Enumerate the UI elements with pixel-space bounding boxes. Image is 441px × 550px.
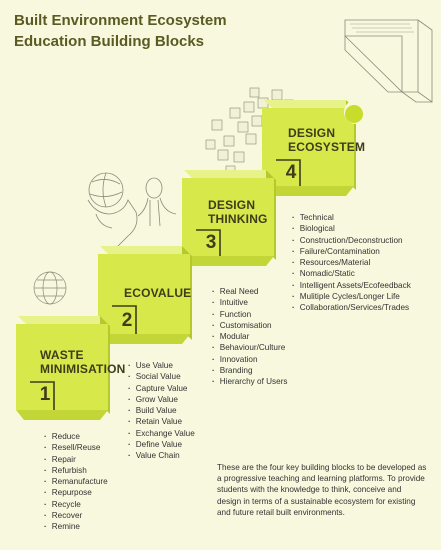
list-item: · Function bbox=[212, 309, 288, 320]
list-item: · Technical bbox=[292, 212, 411, 223]
list-item: · Resell/Reuse bbox=[44, 442, 108, 453]
block-2-label-line-1: ECOVALUE bbox=[124, 286, 192, 300]
list-item: · Recover bbox=[44, 510, 108, 521]
list-item: · Resources/Material bbox=[292, 257, 411, 268]
block-1-label-line-2: MINIMISATION bbox=[40, 362, 126, 376]
block-3-number: 3 bbox=[205, 232, 217, 253]
list-item: · Biological bbox=[292, 223, 411, 234]
list-item: · Modular bbox=[212, 331, 288, 342]
impossible-triangle-sketch bbox=[345, 20, 432, 102]
list-item: · Mulitiple Cycles/Longer Life bbox=[292, 291, 411, 302]
list-item: · Innovation bbox=[212, 354, 288, 365]
list-item: · Real Need bbox=[212, 286, 288, 297]
list-item: · Value Chain bbox=[128, 450, 195, 461]
list-item: · Behaviour/Culture bbox=[212, 342, 288, 353]
list-item: · Nomadic/Static bbox=[292, 268, 411, 279]
block-4-label-line-1: DESIGN bbox=[288, 126, 336, 140]
block-1-attribute-list bbox=[44, 431, 108, 533]
list-item: · Use Value bbox=[128, 360, 195, 371]
list-item: · Grow Value bbox=[128, 394, 195, 405]
list-item: · Construction/Deconstruction bbox=[292, 235, 411, 246]
list-item: · Intuitive bbox=[212, 297, 288, 308]
block-1-label bbox=[40, 348, 126, 376]
list-item: · Branding bbox=[212, 365, 288, 376]
human-figure-sketch bbox=[138, 178, 176, 226]
list-item: · Customisation bbox=[212, 320, 288, 331]
block-2-label bbox=[124, 286, 191, 300]
list-item: · Remine bbox=[44, 521, 108, 532]
title-line-2: Education Building Blocks bbox=[14, 33, 205, 50]
list-item: · Exchange Value bbox=[128, 428, 195, 439]
block-3-attribute-list bbox=[212, 286, 288, 388]
block-2-attribute-list bbox=[128, 360, 195, 462]
description-paragraph: These are the four key building blocks to be developed as a progressive teaching and learning platforms. To provide students with the knowledge to think, conceive and design in terms of a sustainable ecosystem for existing and future retail built environments. bbox=[217, 463, 427, 517]
list-item: · Failure/Contamination bbox=[292, 246, 411, 257]
list-item: · Collaboration/Services/Trades bbox=[292, 302, 411, 313]
list-item: · Retain Value bbox=[128, 416, 195, 427]
list-item: · Refurbish bbox=[44, 465, 108, 476]
title-line-1: Built Environment Ecosystem bbox=[14, 12, 227, 29]
list-item: · Intelligent Assets/Ecofeedback bbox=[292, 280, 411, 291]
list-item: · Hierarchy of Users bbox=[212, 376, 288, 387]
block-4-attribute-list bbox=[292, 212, 411, 314]
list-item: · Repair bbox=[44, 454, 108, 465]
list-item: · Build Value bbox=[128, 405, 195, 416]
list-item: · Social Value bbox=[128, 371, 195, 382]
list-item: · Recycle bbox=[44, 499, 108, 510]
block-4-number: 4 bbox=[285, 162, 297, 183]
block-3-label bbox=[208, 198, 268, 226]
list-item: · Capture Value bbox=[128, 383, 195, 394]
block-4-label-line-2: ECOSYSTEM bbox=[288, 140, 366, 154]
list-item: · Reduce bbox=[44, 431, 108, 442]
block-1-number: 1 bbox=[39, 384, 51, 405]
block-2-number: 2 bbox=[121, 310, 133, 331]
block-3-label-line-2: THINKING bbox=[208, 212, 268, 226]
small-globe-sketch bbox=[34, 272, 66, 304]
list-item: · Remanufacture bbox=[44, 476, 108, 487]
hand-globe-sketch bbox=[88, 173, 137, 246]
list-item: · Repurpose bbox=[44, 487, 108, 498]
block-1-label-line-1: WASTE bbox=[40, 348, 84, 362]
block-3-label-line-1: DESIGN bbox=[208, 198, 256, 212]
block-4-label bbox=[288, 126, 365, 154]
list-item: · Define Value bbox=[128, 439, 195, 450]
